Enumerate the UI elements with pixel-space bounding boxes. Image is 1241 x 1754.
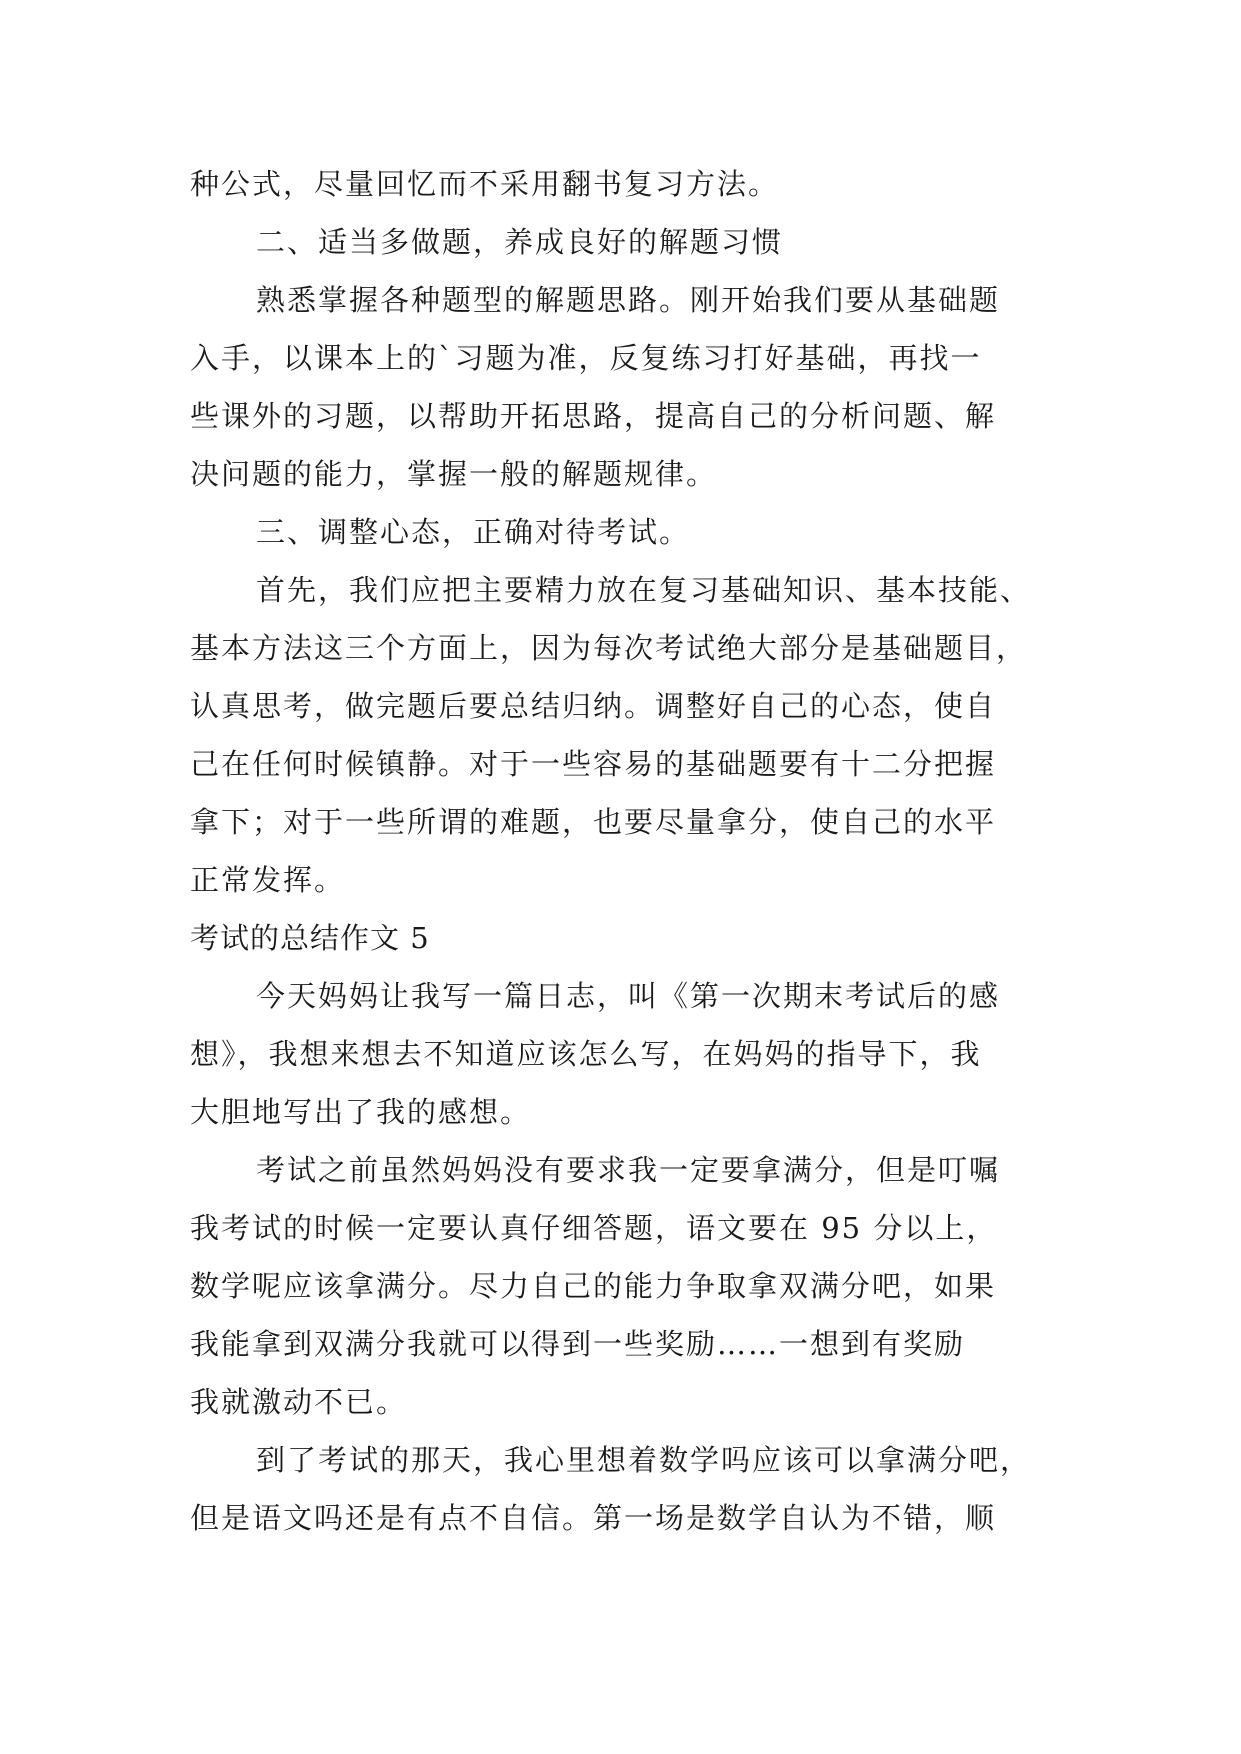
- text-line: 拿下；对于一些所谓的难题，也要尽量拿分，使自己的水平: [190, 805, 997, 839]
- section-heading-3: 三、调整心态，正确对待考试。: [256, 515, 691, 549]
- text-line: 种公式，尽量回忆而不采用翻书复习方法。: [190, 167, 780, 201]
- text-line: 大胆地写出了我的感想。: [190, 1095, 532, 1129]
- text-line: 但是语文吗还是有点不自信。第一场是数学自认为不错，顺: [190, 1501, 997, 1535]
- document-body: [190, 155, 1050, 1547]
- essay-title: 考试的总结作文 5: [190, 921, 430, 955]
- text-line: 到了考试的那天，我心里想着数学吗应该可以拿满分吧，: [256, 1443, 1032, 1477]
- text-line: 正常发挥。: [190, 863, 346, 897]
- text-line: 我就激动不已。: [190, 1385, 408, 1419]
- text-line: 今天妈妈让我写一篇日志，叫《第一次期末考试后的感: [256, 979, 1001, 1013]
- text-line: 首先，我们应把主要精力放在复习基础知识、基本技能、: [256, 573, 1032, 607]
- text-line: 些课外的习题，以帮助开拓思路，提高自己的分析问题、解: [190, 399, 997, 433]
- text-line: 认真思考，做完题后要总结归纳。调整好自己的心态，使自: [190, 689, 997, 723]
- text-line: 考试之前虽然妈妈没有要求我一定要拿满分，但是叮嘱: [256, 1153, 1001, 1187]
- section-heading-2: 二、适当多做题，养成良好的解题习惯: [256, 225, 784, 259]
- text-line: 入手，以课本上的`习题为准，反复练习打好基础，再找一: [190, 341, 982, 375]
- text-line: 我能拿到双满分我就可以得到一些奖励……一想到有奖励: [190, 1327, 966, 1361]
- text-line: 基本方法这三个方面上，因为每次考试绝大部分是基础题目，: [190, 631, 1028, 665]
- text-line: 想》，我想来想去不知道应该怎么写，在妈妈的指导下，我: [190, 1037, 982, 1071]
- text-line: 决问题的能力，掌握一般的解题规律。: [190, 457, 718, 491]
- text-line: 己在任何时候镇静。对于一些容易的基础题要有十二分把握: [190, 747, 997, 781]
- text-line: 熟悉掌握各种题型的解题思路。刚开始我们要从基础题: [256, 283, 1001, 317]
- text-line: 我考试的时候一定要认真仔细答题，语文要在 95 分以上，: [190, 1211, 998, 1245]
- text-line: 数学呢应该拿满分。尽力自己的能力争取拿双满分吧，如果: [190, 1269, 997, 1303]
